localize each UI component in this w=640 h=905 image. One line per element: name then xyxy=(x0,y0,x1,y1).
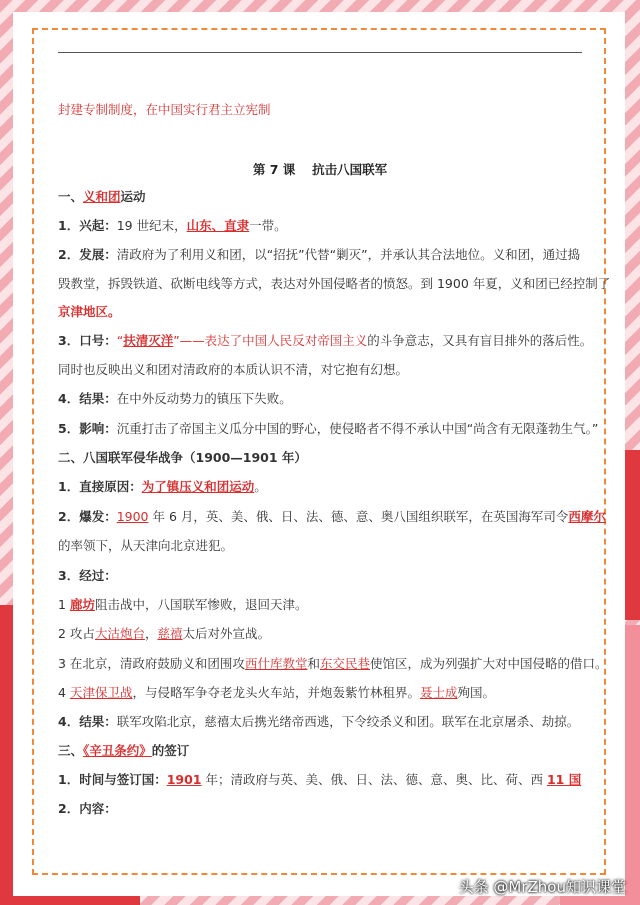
process-3 xyxy=(58,655,608,673)
text: 使馆区，成为列强扩大对中国侵略的借口。 xyxy=(369,656,608,671)
label: 3．口号： xyxy=(58,333,117,348)
item-time-countries xyxy=(58,771,581,789)
item-war-result xyxy=(58,713,579,731)
text: 和 xyxy=(307,656,320,671)
s3-post: 的签订 xyxy=(151,743,190,758)
keyword: 11 国 xyxy=(546,772,582,787)
process-2 xyxy=(58,625,270,643)
s1-pre: 一、 xyxy=(58,189,84,204)
label: 1．兴起： xyxy=(58,218,117,233)
text: 在中外反动势力的镇压下失败。 xyxy=(116,391,292,406)
top-text: 封建专制制度，在中国实行君主立宪制 xyxy=(58,102,271,117)
text: 的斗争意志，又具有盲目排外的落后性。 xyxy=(367,333,593,348)
keyword: 聂士成 xyxy=(419,685,458,700)
section-1-heading xyxy=(58,188,146,206)
item-develop-3: 京津地区。 xyxy=(58,304,121,319)
keyword: 西摩尔 xyxy=(568,509,606,524)
text: 3 在北京，清政府鼓励义和团围攻 xyxy=(58,656,245,671)
keyword: 东交民巷 xyxy=(319,656,370,671)
item-impact xyxy=(58,420,598,438)
s3-pre: 三、 xyxy=(58,743,84,758)
item-rise xyxy=(58,217,287,235)
process-4 xyxy=(58,684,495,702)
keyword: 慈禧 xyxy=(157,626,183,641)
item-develop-2: 毁教堂，拆毁铁道、砍断电线等方式，表达对外国侵略者的愤怒。到 1900 年夏，义和团已经控制了 xyxy=(58,276,611,291)
keyword: 廊坊 xyxy=(69,597,95,612)
text: 4 xyxy=(58,685,70,700)
label: 1．时间与签订国： xyxy=(58,772,167,787)
item-outbreak-1 xyxy=(58,508,606,526)
text: 年 6 月，英、美、俄、日、法、德、意、奥八国组织联军，在英国海军司令 xyxy=(148,509,569,524)
keyword: 1901 xyxy=(166,772,202,787)
item-slogan-2: 同时也反映出义和团对清政府的本质认识不清，对它抱有幻想。 xyxy=(58,362,409,377)
text: ，与侵略军争夺老龙头火车站，并炮轰紫竹林租界。 xyxy=(132,685,420,700)
text: 1 xyxy=(58,597,70,612)
item-content: 2．内容： xyxy=(58,801,117,816)
s3-red: 《辛丑条约》 xyxy=(83,743,152,758)
s1-red: 义和团 xyxy=(83,189,121,204)
lesson-title: 第 7 课 抗击八国联军 xyxy=(252,162,388,177)
keyword: 西什库教堂 xyxy=(244,656,308,671)
text: 阻击战中，八国联军惨败，退回天津。 xyxy=(94,597,308,612)
item-result xyxy=(58,390,292,408)
keyword: 扶清灭洋 xyxy=(123,333,174,348)
text: 太后对外宣战。 xyxy=(182,626,270,641)
text: 联军攻陷北京，慈禧太后携光绪帝西逃，下令绞杀义和团。联军在北京屠杀、劫掠。 xyxy=(116,714,580,729)
text: 殉国。 xyxy=(457,685,495,700)
text: 19 世纪末， xyxy=(116,218,187,233)
keyword: 为了镇压义和团运动 xyxy=(141,479,255,494)
process-1 xyxy=(58,596,307,614)
keyword: 山东、直隶 xyxy=(186,218,250,233)
keyword: 反对帝国主义 xyxy=(292,333,368,348)
section-3-heading xyxy=(58,742,189,760)
label: 2．爆发： xyxy=(58,509,117,524)
text: 沉重打击了帝国主义瓜分中国的野心，使侵略者不得不承认中国“尚含有无限蓬勃生气。” xyxy=(116,421,599,436)
text: 。 xyxy=(254,479,267,494)
label: 4．结果： xyxy=(58,391,117,406)
text: 清政府为了利用义和团，以“招抚”代替“剿灭”，并承认其合法地位。义和团，通过捣 xyxy=(116,247,581,262)
keyword: 1900 xyxy=(116,509,149,524)
label: 4．结果： xyxy=(58,714,117,729)
text: “ xyxy=(116,333,124,348)
keyword: 天津保卫战 xyxy=(69,685,133,700)
item-outbreak-2: 的率领下，从天津向北京进犯。 xyxy=(58,538,234,553)
section-2-heading: 二、八国联军侵华战争（1900—1901 年） xyxy=(58,450,307,465)
item-process: 3．经过： xyxy=(58,568,117,583)
item-develop-1 xyxy=(58,246,580,264)
label: 1．直接原因： xyxy=(58,479,142,494)
item-cause xyxy=(58,478,267,496)
keyword: 大沽炮台 xyxy=(94,626,145,641)
text: ”——表达了中国人民 xyxy=(173,333,293,348)
label: 5．影响： xyxy=(58,421,117,436)
text: 2 攻占 xyxy=(58,626,95,641)
s1-post: 运动 xyxy=(120,189,146,204)
text: 一带。 xyxy=(249,218,287,233)
label: 2．发展： xyxy=(58,247,117,262)
watermark: 头条 @MrZhou知识课堂 xyxy=(458,878,626,896)
text: ， xyxy=(144,626,158,641)
text: 年；清政府与英、美、俄、日、法、德、意、奥、比、荷、西 xyxy=(201,772,547,787)
item-slogan-1 xyxy=(58,332,592,350)
divider-line xyxy=(58,52,582,53)
